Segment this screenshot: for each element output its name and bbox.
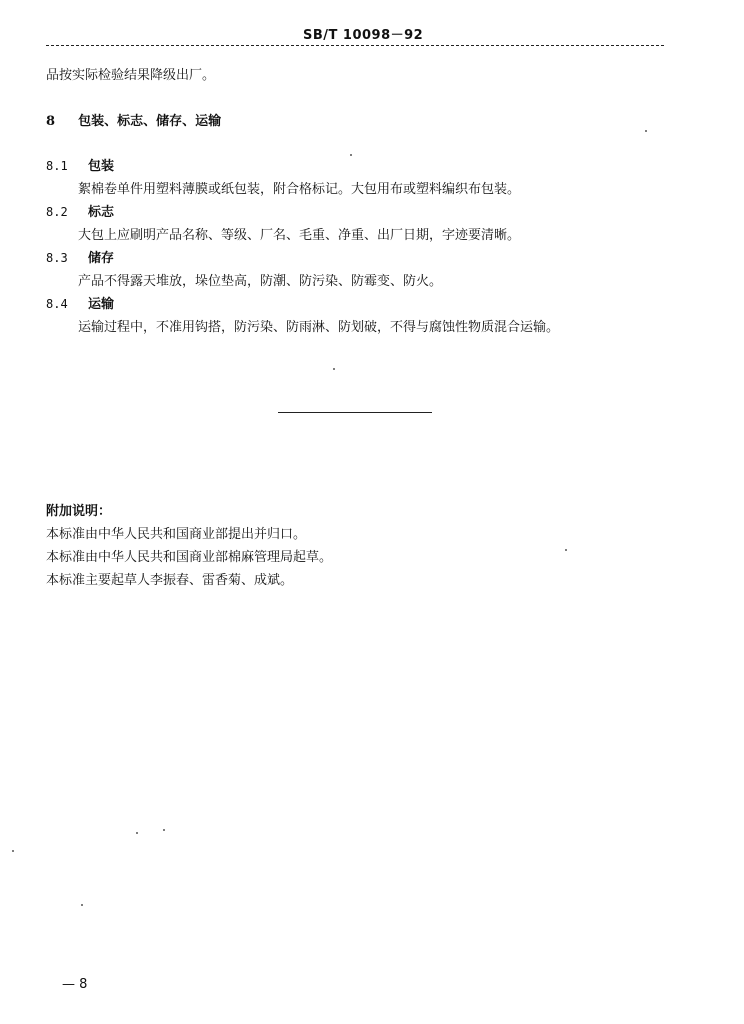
subsection-body: 絮棉卷单件用塑料薄膜或纸包装，附合格标记。大包用布或塑料编织布包装。 [78,182,521,197]
section-heading [46,110,221,129]
subsection-body: 产品不得露天堆放，垛位垫高，防潮、防污染、防霉变、防火。 [78,274,443,289]
notes-line: 本标准由中华人民共和国商业部棉麻管理局起草。 [46,550,333,565]
end-of-text-rule [278,412,432,413]
subsection-number: 8.1 [46,159,68,173]
scan-speck [350,154,352,156]
section-number: 8 [46,114,56,129]
subsection-title: 标志 [87,205,114,220]
subsection-heading [46,201,114,220]
subsection-title: 包装 [87,159,114,174]
subsection-number: 8.2 [46,205,68,219]
notes-line: 本标准由中华人民共和国商业部提出并归口。 [46,527,307,542]
scan-speck [645,130,647,132]
header-rule [46,45,664,46]
subsection-title: 运输 [87,297,114,312]
subsection-heading [46,155,114,174]
subsection-body: 运输过程中，不准用钩搭，防污染、防雨淋、防划破，不得与腐蚀性物质混合运输。 [78,320,560,335]
notes-heading: 附加说明： [46,504,112,519]
subsection-title: 储存 [87,251,114,266]
subsection-number: 8.4 [46,297,68,311]
scan-speck [565,549,567,551]
scan-speck [12,850,14,852]
subsection-number: 8.3 [46,251,68,265]
subsection-heading [46,293,114,312]
section-title: 包装、标志、储存、运输 [78,114,222,129]
subsection-body: 大包上应刷明产品名称、等级、厂名、毛重、净重、出厂日期，字迹要清晰。 [78,228,521,243]
continuation-text: 品按实际检验结果降级出厂。 [46,68,216,83]
standard-number-header: SB/T 10098－92 [303,28,424,43]
scan-speck [163,829,165,831]
scan-speck [81,904,83,906]
page-number: — 8 [62,977,88,992]
scan-speck [333,368,335,370]
subsection-heading [46,247,114,266]
notes-line: 本标准主要起草人李振春、雷香菊、成斌。 [46,573,294,588]
scan-speck [136,832,138,834]
